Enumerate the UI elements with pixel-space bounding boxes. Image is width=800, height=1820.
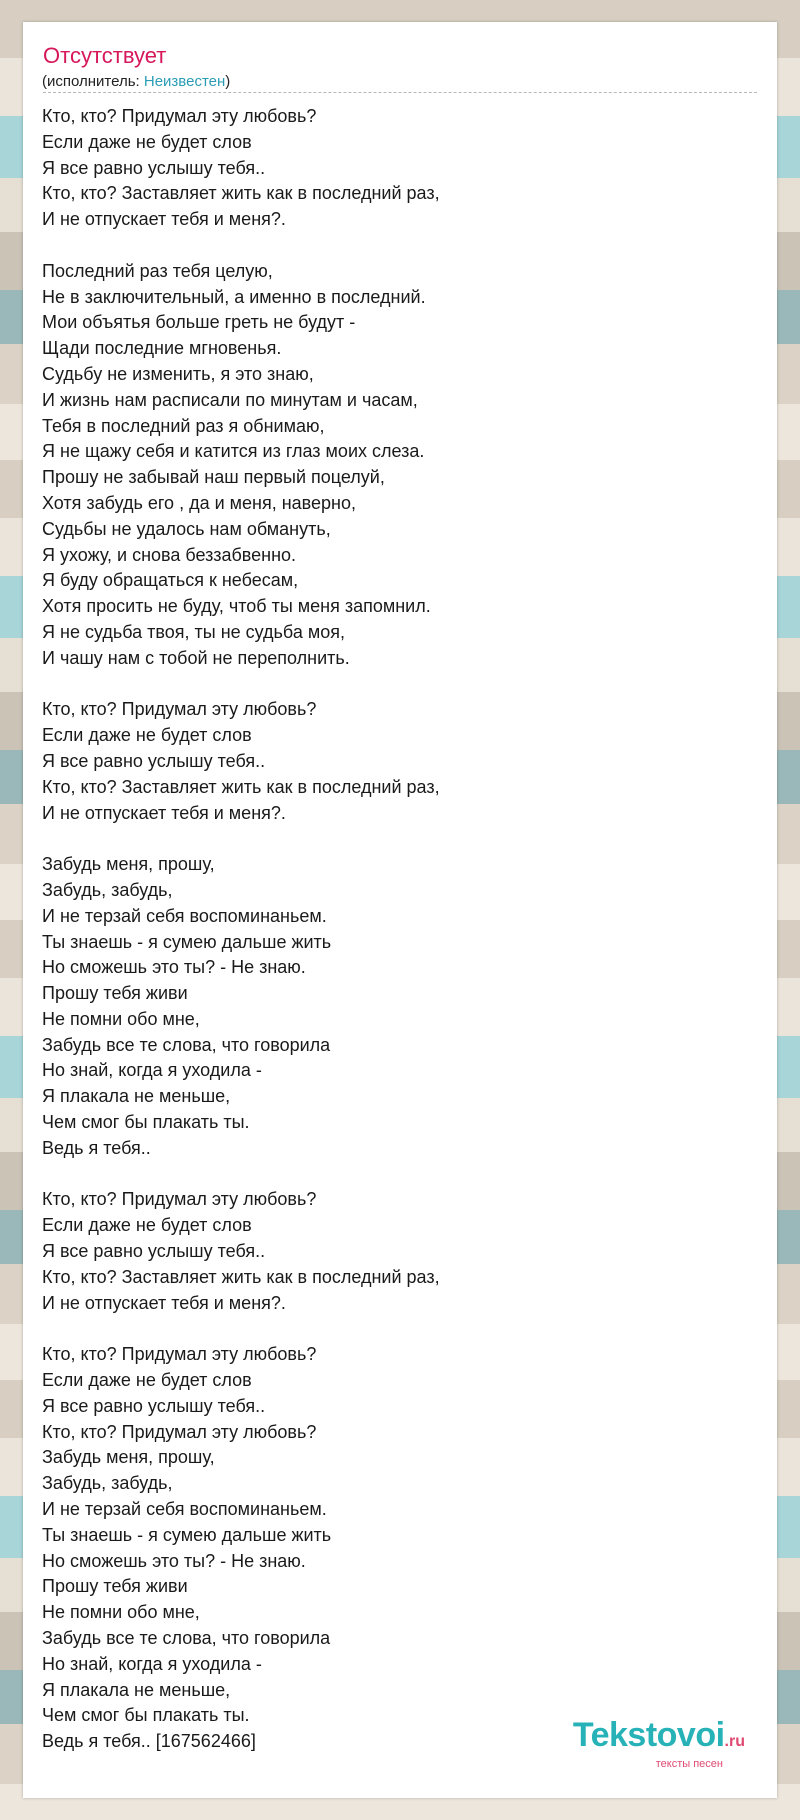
lyric-line: И не отпускает тебя и меня?. [42,1292,286,1313]
lyric-blank-line [42,1316,762,1342]
performer-suffix: ) [225,73,231,90]
lyric-line: Забудь меня, прошу, [42,854,215,875]
lyrics-card [23,22,777,1798]
performer-line [42,72,230,92]
lyric-line: Кто, кто? Придумал эту любовь? [42,1344,317,1365]
lyric-line: И не терзай себя воспоминаньем. [42,1499,327,1520]
lyric-line: Ты знаешь - я сумею дальше жить [42,1524,332,1545]
lyric-line: Чем смог бы плакать ты. [42,1112,250,1133]
lyric-line: Прошу тебя живи [42,1576,188,1597]
lyric-line: Забудь, забудь, [42,1473,173,1494]
site-logo[interactable] [573,1717,745,1770]
lyric-line: Кто, кто? Придумал эту любовь? [42,699,317,720]
lyrics-text [42,104,762,1755]
lyric-line: Тебя в последний раз я обнимаю, [42,415,325,436]
song-title: Отсутствует [43,43,167,68]
lyric-line: Кто, кто? Придумал эту любовь? [42,1421,317,1442]
lyric-line: Забудь меня, прошу, [42,1447,215,1468]
lyric-line: Я плакала не меньше, [42,1679,231,1700]
lyric-line: Если даже не будет слов [42,725,252,746]
lyric-line: Но знай, когда я уходила - [42,1060,262,1081]
lyric-line: И не отпускает тебя и меня?. [42,802,286,823]
lyric-line: И чашу нам с тобой не переполнить. [42,647,350,668]
lyric-line: Забудь все те слова, что говорила [42,1628,331,1649]
lyric-blank-line [42,672,762,698]
lyric-line: Если даже не будет слов [42,131,252,152]
lyric-line: Я буду обращаться к небесам, [42,570,299,591]
lyric-line: Я ухожу, и снова беззабвенно. [42,544,297,565]
lyric-line: Прошу не забывай наш первый поцелуй, [42,467,385,488]
lyric-line: Ведь я тебя.. [167562466] [42,1731,256,1752]
performer-link[interactable]: Неизвестен [143,73,226,90]
lyric-line: Я плакала не меньше, [42,1086,231,1107]
lyric-line: Я все равно услышу тебя.. [42,1241,266,1262]
lyric-line: Кто, кто? Заставляет жить как в последний раз, [42,1266,440,1287]
performer-prefix: (исполнитель: [42,73,144,90]
lyric-line: Если даже не будет слов [42,1215,252,1236]
lyric-line: Забудь, забудь, [42,879,173,900]
lyric-line: Судьбы не удалось нам обмануть, [42,518,331,539]
lyric-line: Если даже не будет слов [42,1370,252,1391]
lyric-line: И не терзай себя воспоминаньем. [42,905,327,926]
logo-tagline: тексты песен [655,1758,723,1770]
logo-name: Tekstovoi [572,1716,725,1754]
lyric-line: Но сможешь это ты? - Не знаю. [42,1550,306,1571]
lyric-blank-line [42,233,762,259]
lyric-blank-line [42,1162,762,1188]
lyric-line: Последний раз тебя целую, [42,260,273,281]
lyric-line: Хотя просить не буду, чтоб ты меня запомнил. [42,596,431,617]
lyric-line: Кто, кто? Придумал эту любовь? [42,1189,317,1210]
lyric-line: Ведь я тебя.. [42,1137,151,1158]
lyric-line: Кто, кто? Придумал эту любовь? [42,106,317,126]
lyric-line: Но знай, когда я уходила - [42,1653,262,1674]
lyric-line: Я все равно услышу тебя.. [42,157,266,178]
lyric-line: Я все равно услышу тебя.. [42,1395,266,1416]
lyric-line: Судьбу не изменить, я это знаю, [42,363,314,384]
lyric-line: И не отпускает тебя и меня?. [42,209,286,230]
lyric-line: Кто, кто? Заставляет жить как в последний раз, [42,183,440,204]
lyric-line: Ты знаешь - я сумею дальше жить [42,931,332,952]
lyric-line: Хотя забудь его , да и меня, наверно, [42,492,356,513]
lyric-line: Я не судьба твоя, ты не судьба моя, [42,621,345,642]
lyric-line: Прошу тебя живи [42,983,188,1004]
lyric-line: И жизнь нам расписали по минутам и часам, [42,389,418,410]
logo-tld: .ru [724,1733,745,1750]
lyric-line: Не помни обо мне, [42,1008,200,1029]
lyric-line: Кто, кто? Заставляет жить как в последний раз, [42,776,440,797]
title-divider [43,92,757,93]
lyric-line: Мои объятья больше греть не будут - [42,312,356,333]
lyric-line: Щади последние мгновенья. [42,338,282,359]
lyric-line: Не помни обо мне, [42,1602,200,1623]
lyric-line: Не в заключительный, а именно в последний. [42,286,426,307]
lyric-blank-line [42,826,762,852]
lyric-line: Но сможешь это ты? - Не знаю. [42,957,306,978]
lyric-line: Чем смог бы плакать ты. [42,1705,250,1726]
lyric-line: Я все равно услышу тебя.. [42,750,266,771]
lyric-line: Я не щажу себя и катится из глаз моих слеза. [42,441,425,462]
lyric-line: Забудь все те слова, что говорила [42,1034,331,1055]
